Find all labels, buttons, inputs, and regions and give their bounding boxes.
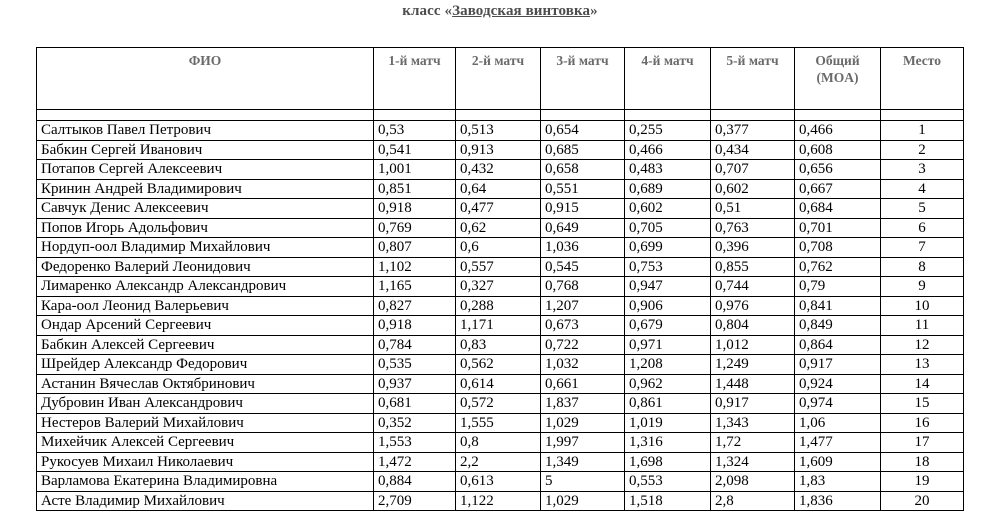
cell-match-4: 0,553 [625,472,711,492]
cell-total-moa: 1,477 [795,433,881,453]
title-suffix: » [590,3,598,19]
cell-place: 13 [881,355,964,375]
cell-name: Рукосуев Михаил Николаевич [37,452,374,472]
cell-total-moa: 1,83 [795,472,881,492]
cell-place: 3 [881,160,964,180]
cell-name: Салтыков Павел Петрович [37,121,374,141]
cell-match-3: 0,768 [541,277,625,297]
cell-match-2: 0,327 [456,277,541,297]
page-title [0,3,1000,20]
header-row [37,48,964,110]
table-row [37,452,964,472]
header-place: Место [881,48,964,110]
cell-match-5: 1,249 [711,355,795,375]
cell-match-1: 1,472 [374,452,456,472]
cell-match-3: 0,551 [541,179,625,199]
cell-match-5: 0,855 [711,257,795,277]
cell-match-2: 0,614 [456,374,541,394]
header-match-5: 5-й матч [711,48,795,110]
cell-match-2: 1,171 [456,316,541,336]
cell-match-2: 0,613 [456,472,541,492]
cell-match-5: 0,976 [711,296,795,316]
cell-total-moa: 0,974 [795,394,881,414]
cell-match-5: 0,396 [711,238,795,258]
table-row [37,491,964,511]
cell-match-4: 0,699 [625,238,711,258]
cell-place: 18 [881,452,964,472]
cell-match-5: 0,804 [711,316,795,336]
cell-place: 12 [881,335,964,355]
header-match-2: 2-й матч [456,48,541,110]
cell-match-2: 0,62 [456,218,541,238]
cell-match-4: 0,689 [625,179,711,199]
cell-match-1: 0,851 [374,179,456,199]
table-row [37,335,964,355]
cell-match-3: 0,545 [541,257,625,277]
cell-match-3: 1,032 [541,355,625,375]
cell-total-moa: 0,79 [795,277,881,297]
cell-name: Савчук Денис Алексеевич [37,199,374,219]
table-row [37,374,964,394]
cell-match-2: 1,555 [456,413,541,433]
cell-name: Лимаренко Александр Александрович [37,277,374,297]
cell-place: 9 [881,277,964,297]
cell-name: Бабкин Сергей Иванович [37,140,374,160]
cell-match-1: 0,681 [374,394,456,414]
cell-match-2: 0,64 [456,179,541,199]
cell-match-1: 0,769 [374,218,456,238]
table-row [37,238,964,258]
cell-match-4: 0,971 [625,335,711,355]
cell-match-2: 0,913 [456,140,541,160]
cell-match-3: 1,349 [541,452,625,472]
table-row [37,218,964,238]
table-row [37,394,964,414]
cell-place: 10 [881,296,964,316]
cell-place: 19 [881,472,964,492]
cell-match-1: 1,102 [374,257,456,277]
cell-match-5: 0,707 [711,160,795,180]
cell-match-1: 0,535 [374,355,456,375]
cell-match-3: 0,685 [541,140,625,160]
header-match-4: 4-й матч [625,48,711,110]
cell-place: 5 [881,199,964,219]
table-row [37,277,964,297]
header-total-moa: Общий (MOA) [795,48,881,110]
cell-match-3: 0,649 [541,218,625,238]
cell-total-moa: 0,841 [795,296,881,316]
cell-name: Попов Игорь Адольфович [37,218,374,238]
cell-match-2: 1,122 [456,491,541,511]
cell-name: Шрейдер Александр Федорович [37,355,374,375]
cell-place: 14 [881,374,964,394]
cell-match-1: 0,541 [374,140,456,160]
cell-match-1: 0,918 [374,199,456,219]
table-row [37,179,964,199]
cell-match-5: 1,72 [711,433,795,453]
cell-match-5: 1,324 [711,452,795,472]
cell-match-2: 0,572 [456,394,541,414]
cell-match-5: 0,434 [711,140,795,160]
cell-place: 17 [881,433,964,453]
cell-total-moa: 0,608 [795,140,881,160]
cell-match-3: 0,722 [541,335,625,355]
cell-name: Федоренко Валерий Леонидович [37,257,374,277]
cell-match-3: 0,658 [541,160,625,180]
cell-name: Астанин Вячеслав Октябринович [37,374,374,394]
table-row [37,472,964,492]
cell-match-1: 0,784 [374,335,456,355]
cell-match-2: 0,6 [456,238,541,258]
cell-match-2: 0,513 [456,121,541,141]
cell-place: 15 [881,394,964,414]
cell-match-1: 1,553 [374,433,456,453]
cell-match-2: 0,288 [456,296,541,316]
cell-match-3: 1,207 [541,296,625,316]
cell-match-4: 0,861 [625,394,711,414]
cell-match-1: 0,53 [374,121,456,141]
header-match-3: 3-й матч [541,48,625,110]
cell-match-5: 0,377 [711,121,795,141]
cell-match-3: 0,915 [541,199,625,219]
title-class-name: Заводская винтовка [452,3,591,19]
cell-match-2: 2,2 [456,452,541,472]
cell-place: 6 [881,218,964,238]
cell-match-4: 1,698 [625,452,711,472]
cell-match-1: 0,918 [374,316,456,336]
cell-match-2: 0,562 [456,355,541,375]
cell-match-4: 0,679 [625,316,711,336]
cell-place: 2 [881,140,964,160]
cell-match-4: 0,255 [625,121,711,141]
cell-match-1: 0,807 [374,238,456,258]
cell-name: Нестеров Валерий Михайлович [37,413,374,433]
cell-match-1: 2,709 [374,491,456,511]
cell-name: Дубровин Иван Александрович [37,394,374,414]
cell-name: Ондар Арсений Сергеевич [37,316,374,336]
cell-match-5: 1,343 [711,413,795,433]
cell-name: Нордуп-оол Владимир Михайлович [37,238,374,258]
header-match-1: 1-й матч [374,48,456,110]
cell-match-3: 5 [541,472,625,492]
spacer-row [37,110,964,121]
cell-total-moa: 0,667 [795,179,881,199]
cell-match-3: 0,654 [541,121,625,141]
table-body [37,110,964,511]
cell-match-5: 0,917 [711,394,795,414]
table-row [37,160,964,180]
cell-match-5: 0,763 [711,218,795,238]
cell-match-4: 0,705 [625,218,711,238]
cell-total-moa: 0,708 [795,238,881,258]
results-table [36,47,964,511]
cell-match-3: 1,997 [541,433,625,453]
cell-total-moa: 1,836 [795,491,881,511]
cell-total-moa: 0,924 [795,374,881,394]
cell-name: Кринин Андрей Владимирович [37,179,374,199]
cell-match-5: 1,448 [711,374,795,394]
cell-match-1: 0,884 [374,472,456,492]
cell-total-moa: 0,849 [795,316,881,336]
cell-total-moa: 0,917 [795,355,881,375]
table-row [37,121,964,141]
cell-total-moa: 0,656 [795,160,881,180]
cell-name: Бабкин Алексей Сергеевич [37,335,374,355]
cell-name: Кара-оол Леонид Валерьевич [37,296,374,316]
table-row [37,355,964,375]
cell-match-4: 1,316 [625,433,711,453]
cell-place: 16 [881,413,964,433]
cell-place: 7 [881,238,964,258]
table-row [37,140,964,160]
header-fio: ФИО [37,48,374,110]
table-row [37,413,964,433]
cell-match-3: 0,673 [541,316,625,336]
cell-match-5: 0,51 [711,199,795,219]
cell-total-moa: 1,609 [795,452,881,472]
cell-match-2: 0,557 [456,257,541,277]
table-row [37,296,964,316]
cell-place: 8 [881,257,964,277]
cell-match-5: 1,012 [711,335,795,355]
cell-match-3: 1,029 [541,413,625,433]
cell-match-5: 0,744 [711,277,795,297]
cell-match-4: 0,906 [625,296,711,316]
cell-match-4: 0,962 [625,374,711,394]
cell-match-1: 1,165 [374,277,456,297]
cell-match-4: 0,753 [625,257,711,277]
cell-match-5: 0,602 [711,179,795,199]
cell-match-2: 0,83 [456,335,541,355]
cell-name: Асте Владимир Михайлович [37,491,374,511]
cell-match-1: 1,001 [374,160,456,180]
cell-total-moa: 0,466 [795,121,881,141]
table-row [37,257,964,277]
cell-total-moa: 0,701 [795,218,881,238]
cell-total-moa: 0,684 [795,199,881,219]
cell-match-4: 1,518 [625,491,711,511]
cell-match-4: 0,466 [625,140,711,160]
cell-total-moa: 0,762 [795,257,881,277]
cell-total-moa: 1,06 [795,413,881,433]
cell-place: 4 [881,179,964,199]
cell-match-4: 0,483 [625,160,711,180]
cell-match-4: 1,208 [625,355,711,375]
cell-place: 20 [881,491,964,511]
cell-name: Михейчик Алексей Сергеевич [37,433,374,453]
cell-place: 1 [881,121,964,141]
cell-match-2: 0,8 [456,433,541,453]
cell-match-4: 0,947 [625,277,711,297]
cell-match-3: 1,029 [541,491,625,511]
table-row [37,433,964,453]
cell-match-5: 2,8 [711,491,795,511]
cell-match-3: 0,661 [541,374,625,394]
cell-match-3: 1,837 [541,394,625,414]
cell-match-2: 0,477 [456,199,541,219]
table-row [37,199,964,219]
cell-place: 11 [881,316,964,336]
cell-match-4: 1,019 [625,413,711,433]
cell-match-3: 1,036 [541,238,625,258]
cell-match-1: 0,352 [374,413,456,433]
cell-name: Варламова Екатерина Владимировна [37,472,374,492]
cell-match-5: 2,098 [711,472,795,492]
title-prefix: класс « [402,3,453,19]
cell-match-1: 0,827 [374,296,456,316]
cell-total-moa: 0,864 [795,335,881,355]
table-row [37,316,964,336]
cell-match-4: 0,602 [625,199,711,219]
cell-match-1: 0,937 [374,374,456,394]
cell-name: Потапов Сергей Алексеевич [37,160,374,180]
cell-match-2: 0,432 [456,160,541,180]
